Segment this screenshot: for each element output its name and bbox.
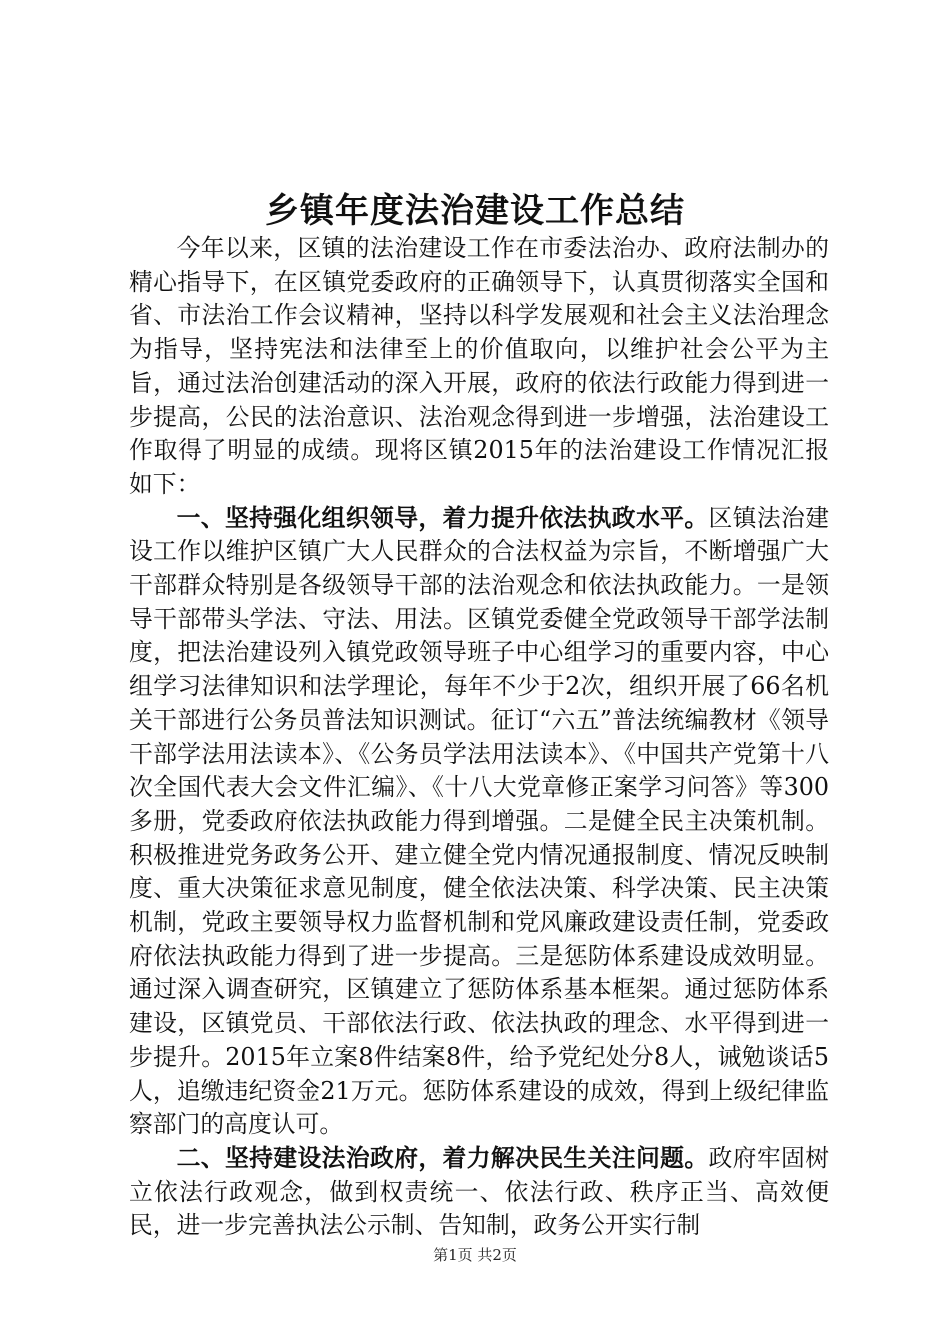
section-heading: 二、坚持建设法治政府，着力解决民生关注问题。 (176, 1143, 709, 1172)
document-title: 乡镇年度法治建设工作总结 (265, 191, 685, 231)
paragraph-text: 区镇法治建设工作以维护区镇广大人民群众的合法权益为宗旨，不断增强广大干部群众特别是各级领导干部的法治观念和依法执政能力。一是领导干部带头学法、守法、用法。区镇党委健全党政领导干部学法制度，把法治建设列入镇党政领导班子中心组学习的重要内容，中心组学习法律知识和法学理论，每年不少于2次，组织开展了66名机关干部进行公务员普法知识测试。征订“六五”普法统编教材《领导干部学法用法读本》、《公务员学法用法读本》、《中国共产党第十八次全国代表大会文件汇编》、《十八大党章修正案学习问答》等300多册，党委政府依法执政能力得到增强。二是健全民主决策机制。积极推进党务政务公开、建立健全党内情况通报制度、情况反映制度、重大决策征求意见制度，健全依法决策、科学决策、民主决策机制，党政主要领导权力监督机制和党风廉政建设责任制，党委政府依法执政能力得到了进一步提高。三是惩防体系建设成效明显。通过深入调查研究，区镇建立了惩防体系基本框架。通过惩防体系建设，区镇党员、干部依法行政、依法执政的理念、水平得到进一步提升。2015年立案8件结案8件，给予党纪处分8人，诫勉谈话5人，追缴违纪资金21万元。惩防体系建设的成效，得到上级纪律监察部门的高度认可。 (129, 503, 830, 1139)
paragraph-section-2 (129, 1142, 829, 1243)
paragraph-intro (129, 232, 829, 502)
paragraph-text: 政府牢固树立依法行政观念，做到权责统一、依法行政、秩序正当、高效便民，进一步完善执法公示制、告知制，政务公开实行制 (129, 1143, 830, 1240)
page-footer: 第1页 共2页 (433, 1246, 517, 1264)
paragraph-text: 今年以来，区镇的法治建设工作在市委法治办、政府法制办的精心指导下，在区镇党委政府的正确领导下，认真贯彻落实全国和省、市法治工作会议精神，坚持以科学发展观和社会主义法治理念为指导，坚持宪法和法律至上的价值取向，以维护社会公平为主旨，通过法治创建活动的深入开展，政府的依法行政能力得到进一步提高，公民的法治意识、法治观念得到进一步增强，法治建设工作取得了明显的成绩。现将区镇2015年的法治建设工作情况汇报如下： (129, 234, 829, 498)
paragraph-section-1 (129, 502, 829, 1142)
section-heading: 一、坚持强化组织领导，着力提升依法执政水平。 (176, 503, 709, 532)
document-body (129, 232, 829, 1243)
